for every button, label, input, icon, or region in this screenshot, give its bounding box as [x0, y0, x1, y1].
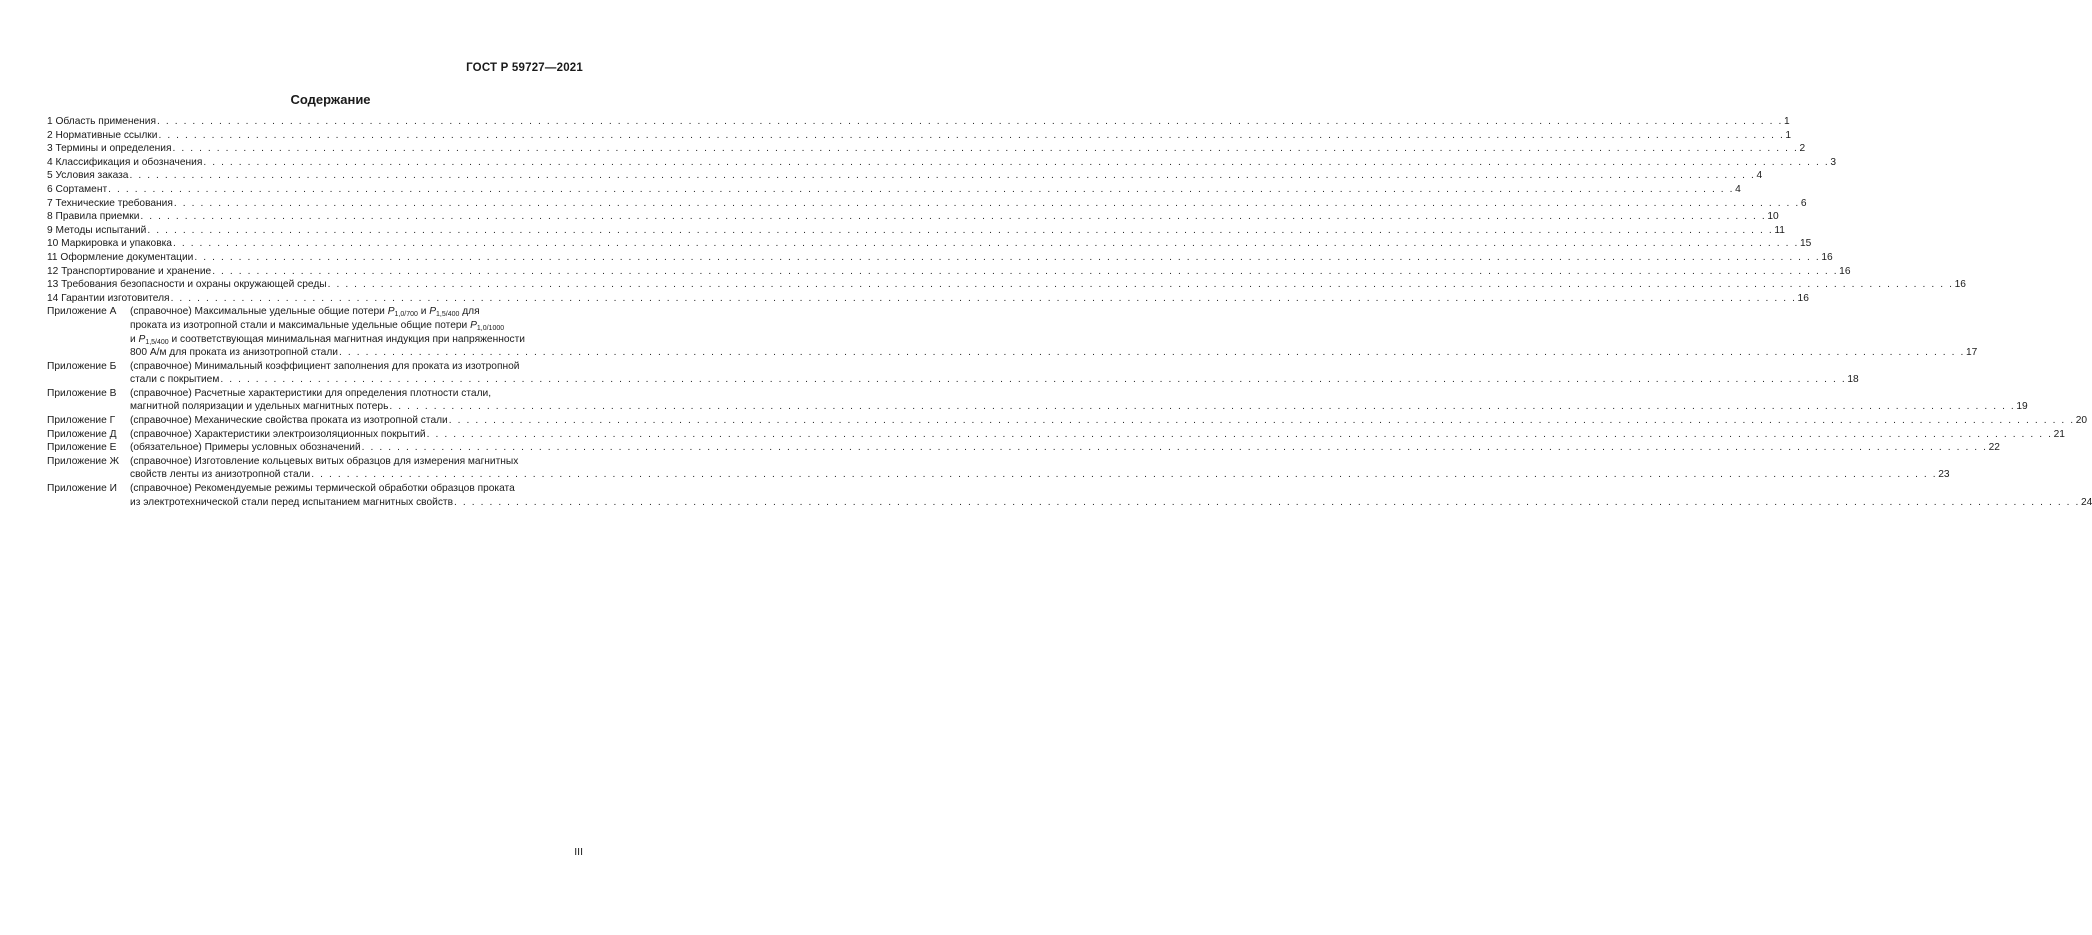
toc-entry-page: 10: [1767, 211, 1779, 223]
symbol-subscript: 1,0/1000: [476, 324, 505, 332]
toc-entry-page: 3: [1830, 156, 1836, 168]
toc-leader: [212, 265, 1838, 279]
toc-leader: [339, 346, 1965, 360]
appendix-body: [130, 305, 1977, 359]
toc-entry[interactable]: [47, 224, 1785, 238]
appendix-body: [130, 387, 2028, 414]
toc-entry-page: 15: [1799, 238, 1812, 250]
toc-entry-page: 2: [1799, 143, 1806, 155]
toc-leader: [203, 156, 1829, 170]
appendix-text: из электротехнической стали перед испытанием магнитных свойств: [130, 496, 454, 508]
toc-leader: [171, 292, 1797, 306]
toc-appendix-v[interactable]: [47, 387, 2028, 414]
toc-entry-page: 1: [1785, 129, 1792, 141]
toc-entry[interactable]: [47, 129, 1792, 143]
appendix-label: Приложение В: [47, 387, 117, 399]
toc-entry-page: 11: [1774, 224, 1785, 236]
appendix-line: [130, 441, 2000, 455]
toc-entry-label: 11 Оформление документации: [47, 251, 194, 263]
toc-entry-page: 16: [1839, 265, 1851, 277]
toc-leader: [454, 496, 2080, 510]
toc-entry-page: 18: [1847, 374, 1859, 386]
toc-appendix-d[interactable]: [47, 428, 2065, 442]
toc-entry-label: 12 Транспортирование и хранение: [47, 265, 212, 277]
appendix-text: и соответствующая минимальная магнитная индукция при напряженности: [168, 333, 525, 345]
toc-entry-label: 8 Правила приемки: [47, 211, 140, 223]
appendix-line: [130, 468, 1950, 482]
symbol-p: P: [470, 319, 477, 331]
appendix-label: Приложение А: [47, 306, 117, 318]
toc-entry-label: 14 Гарантии изготовителя: [47, 292, 170, 304]
appendix-text: магнитной поляризации и удельных магнитных потерь: [130, 401, 389, 413]
toc-appendix-b[interactable]: [47, 360, 1859, 387]
toc-appendix-e[interactable]: [47, 441, 2000, 455]
toc-entry-page: 4: [1756, 170, 1763, 182]
appendix-label: Приложение Е: [47, 442, 117, 454]
page-number: III: [574, 846, 583, 858]
appendix-body: [130, 360, 1859, 387]
appendix-label: Приложение Д: [47, 428, 117, 440]
toc-appendix-zh[interactable]: [47, 455, 1950, 482]
appendix-line: [130, 305, 1977, 319]
toc-entry-label: 10 Маркировка и упаковка: [47, 238, 172, 250]
toc-entry[interactable]: [47, 292, 1809, 306]
symbol-subscript: 1,5/400: [436, 311, 460, 319]
symbol-subscript: 1,5/400: [145, 338, 169, 346]
toc-entry-page: 20: [2075, 415, 2088, 427]
appendix-line: [130, 373, 1859, 387]
toc-entry-page: 21: [2053, 428, 2065, 440]
appendix-body: [130, 414, 2087, 428]
toc-leader: [449, 414, 2075, 428]
toc-entry-page: 22: [1988, 442, 2000, 454]
appendix-line: [130, 400, 2028, 414]
appendix-line: (справочное) Изготовление кольцевых витых образцов для измерения магнитных: [130, 455, 519, 467]
toc-entry[interactable]: [47, 210, 1779, 224]
appendix-line: (справочное) Минимальный коэффициент заполнения для проката из изотропной: [130, 360, 520, 372]
toc-leader: [389, 400, 2015, 414]
toc-appendix-a[interactable]: [47, 305, 1978, 359]
appendix-text: (обязательное) Примеры условных обозначений: [130, 442, 361, 454]
page-title: Содержание: [290, 92, 371, 107]
toc-appendix-g[interactable]: [47, 414, 2088, 428]
toc-leader: [140, 210, 1766, 224]
appendix-line: [130, 346, 1977, 360]
toc-entry-page: 19: [2016, 401, 2028, 413]
appendix-line: [130, 496, 2092, 510]
appendix-text: (справочное) Характеристики электроизоляционных покрытий: [130, 428, 426, 440]
toc-entry[interactable]: [47, 237, 1812, 251]
toc-leader: [157, 115, 1783, 129]
appendix-text: и: [130, 333, 139, 345]
toc-entry-page: 1: [1783, 116, 1790, 127]
appendix-text: (справочное) Максимальные удельные общие потери: [130, 306, 388, 318]
appendix-text: стали с покрытием: [130, 374, 220, 386]
toc-leader: [427, 428, 2053, 442]
toc-entry[interactable]: [47, 183, 1741, 197]
toc-leader: [158, 129, 1784, 143]
toc-entry-label: 3 Термины и определения: [47, 143, 172, 155]
toc-entry-label: 4 Классификация и обозначения: [47, 156, 203, 168]
toc-entry[interactable]: [47, 278, 1966, 292]
toc-leader: [220, 373, 1846, 387]
toc-leader: [108, 183, 1734, 197]
toc-leader: [172, 142, 1798, 156]
toc-entry-page: 23: [1938, 469, 1950, 481]
toc-entry[interactable]: [47, 115, 1790, 129]
toc-leader: [328, 278, 1954, 292]
toc-entry-page: 4: [1735, 183, 1741, 195]
appendix-text: свойств ленты из анизотропной стали: [130, 469, 311, 481]
appendix-label: Приложение Б: [47, 360, 117, 372]
toc-entry-label: 2 Нормативные ссылки: [47, 129, 158, 141]
toc-entry-page: 17: [1965, 347, 1978, 359]
symbol-p: P: [138, 333, 146, 345]
toc-entry-page: 16: [1797, 292, 1809, 304]
appendix-line: [130, 428, 2065, 442]
toc-entry[interactable]: [47, 169, 1763, 183]
toc-entry-label: 1 Область применения: [47, 116, 156, 127]
toc-entry-page: 6: [1800, 197, 1807, 209]
appendix-text: для: [459, 306, 480, 318]
appendix-line: [130, 319, 1977, 333]
appendix-label: Приложение Г: [47, 415, 116, 427]
document-number: ГОСТ Р 59727—2021: [466, 62, 583, 74]
appendix-body: [130, 482, 2092, 509]
toc-leader: [194, 251, 1820, 265]
symbol-p: P: [387, 306, 395, 318]
toc-entry-label: 5 Условия заказа: [47, 170, 129, 182]
appendix-label: Приложение И: [47, 483, 117, 495]
toc-entry-label: 9 Методы испытаний: [47, 224, 147, 236]
appendix-body: [130, 441, 2000, 455]
toc-leader: [362, 441, 1988, 455]
appendix-line: (справочное) Расчетные характеристики для определения плотности стали,: [130, 387, 492, 399]
toc-appendix-i[interactable]: [47, 482, 2092, 509]
toc-leader: [173, 237, 1799, 251]
toc-entry-label: 6 Сортамент: [47, 183, 108, 195]
appendix-body: [130, 428, 2065, 442]
toc-entry-label: 7 Технические требования: [47, 197, 173, 209]
appendix-text: проката из изотропной стали и максимальные удельные общие потери: [130, 319, 471, 331]
toc-entry[interactable]: [47, 142, 1806, 156]
toc-entry[interactable]: [47, 251, 1833, 265]
toc-leader: [311, 468, 1937, 482]
toc-leader: [174, 197, 1800, 211]
appendix-line: [130, 414, 2087, 428]
toc-entry-label: 13 Требования безопасности и охраны окружающей среды: [47, 279, 327, 291]
appendix-text: (справочное) Механические свойства проката из изотропной стали: [130, 415, 448, 427]
toc-entry-page: 16: [1954, 279, 1966, 291]
appendix-line: [130, 333, 1977, 347]
symbol-subscript: 1,0/700: [394, 311, 418, 319]
symbol-p: P: [429, 306, 437, 318]
toc-entry-page: 16: [1821, 251, 1833, 263]
toc-entry[interactable]: [47, 265, 1851, 279]
toc-entry[interactable]: [47, 156, 1836, 170]
toc-entry[interactable]: [47, 197, 1807, 211]
appendix-text: 800 А/м для проката из анизотропной стали: [130, 347, 338, 359]
toc-leader: [129, 169, 1755, 183]
table-of-contents: [47, 115, 2092, 509]
appendix-line: (справочное) Рекомендуемые режимы термической обработки образцов проката: [130, 483, 515, 495]
appendix-label: Приложение Ж: [47, 455, 119, 467]
appendix-body: [130, 455, 1950, 482]
toc-leader: [147, 224, 1773, 238]
toc-entry-page: 24: [2080, 496, 2092, 508]
appendix-text: и: [417, 306, 430, 318]
